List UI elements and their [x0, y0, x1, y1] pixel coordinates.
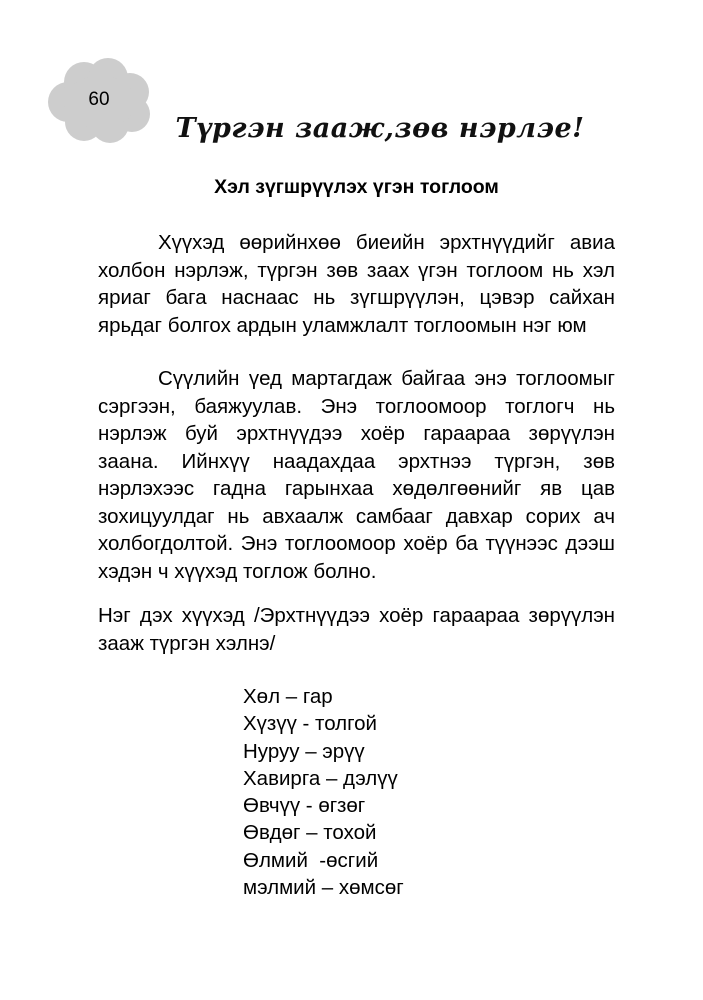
list-item: Өвчүү - өгзөг	[243, 794, 366, 818]
paragraph-rules: Сүүлийн үед мартагдаж байгаа энэ тоглоомыг сэргээн, баяжуулав. Энэ тоглоомоор тоглогч нь нэрлэж буй эрхтнүүдээ хоёр гараараа зөрүүлэн заана. Ийнхүү наадахдаа эрхтнээ түргэн, зөв нэрлэхээс гадна гарынхаа хөдөлгөөнийг яв цав зохицуулдаг нь авхаалж самбааг давхар сорих ач холбогдолтой. Энэ тоглоомоор хоёр ба түүнээс дээш хэдэн ч хүүхэд тоглож болно.	[98, 367, 615, 583]
page-number-badge	[46, 56, 152, 144]
section-heading: Хэл зүгшрүүлэх үгэн тоглоом	[214, 176, 499, 198]
list-item: Өлмий -өсгий	[243, 848, 379, 872]
list-item: Хөл – гар	[243, 685, 333, 708]
list-item: Хавирга – дэлүү	[243, 766, 398, 790]
list-item: мэлмий – хөмсөг	[243, 876, 404, 900]
paragraph-intro: Хүүхэд өөрийнхөө биеийн эрхтнүүдийг авиа холбон нэрлэж, түргэн зөв заах үгэн тоглоом нь хэл яриаг бага наснаас нь зүгшрүүлэн, цэвэр сайхан ярьдаг болгох ардын уламжлалт тоглоомын нэг юм	[98, 231, 615, 337]
page-title: Түргэн зааж,зөв нэрлэе!	[175, 113, 585, 144]
list-item: Нуруу – эрүү	[243, 739, 365, 763]
page-number: 60	[88, 89, 110, 110]
paragraph-instruction: Нэг дэх хүүхэд /Эрхтнүүдээ хоёр гараараа зөрүүлэн зааж түргэн хэлнэ/	[98, 604, 615, 655]
list-item: Өвдөг – тохой	[243, 821, 377, 845]
list-item: Хүзүү - толгой	[243, 712, 377, 736]
body-part-word-list	[243, 683, 404, 901]
